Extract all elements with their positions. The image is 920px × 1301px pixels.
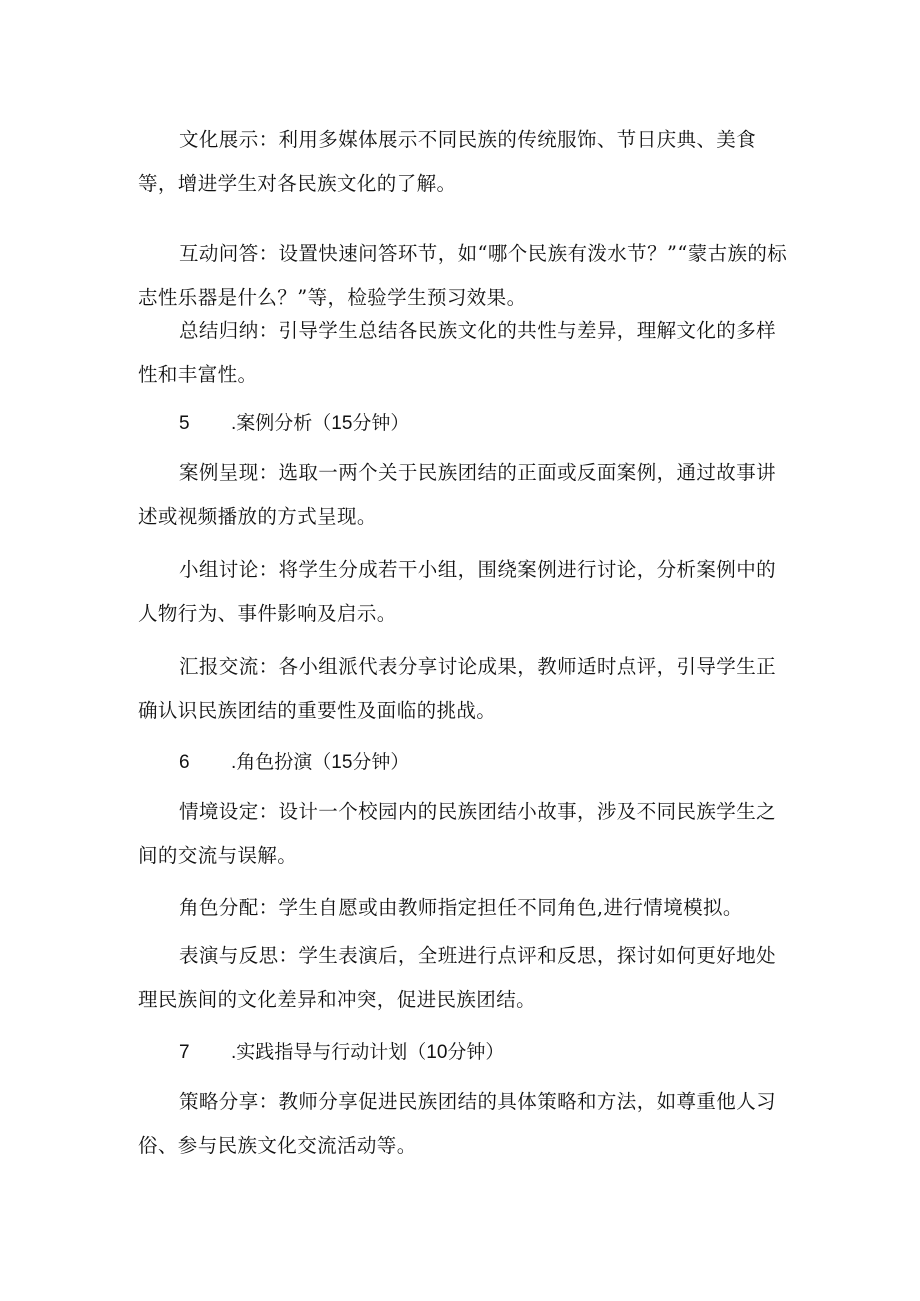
section-title: .实践指导与行动计划（10分钟）	[231, 1042, 505, 1063]
paragraph-report-exchange: 汇报交流：各小组派代表分享讨论成果，教师适时点评，引导学生正确认识民族团结的重要性及面临的挑战。	[138, 655, 777, 722]
paragraph-culture-display: 文化展示：利用多媒体展示不同民族的传统服饰、节日庆典、美食等，增进学生对各民族文化的了解。	[138, 128, 757, 195]
section-number: 7	[179, 1042, 190, 1063]
section-number: 6	[179, 752, 190, 773]
paragraph-case-presentation: 案例呈现：选取一两个关于民族团结的正面或反面案例，通过故事讲述或视频播放的方式呈现。	[138, 461, 777, 528]
paragraph-group-discussion: 小组讨论：将学生分成若干小组，围绕案例进行讨论，分析案例中的人物行为、事件影响及启示。	[138, 558, 777, 625]
paragraph-performance-reflection: 表演与反思：学生表演后，全班进行点评和反思，探讨如何更好地处理民族间的文化差异和冲突，促进民族团结。	[138, 944, 777, 1011]
section-title: .案例分析（15分钟）	[231, 413, 410, 434]
section-heading-5	[179, 402, 409, 446]
section-number: 5	[179, 413, 190, 434]
section-title: .角色扮演（15分钟）	[231, 752, 410, 773]
paragraph-role-assignment: 角色分配：学生自愿或由教师指定担任不同角色,进行情境模拟。	[179, 896, 743, 919]
paragraph-interactive-qa: 互动问答：设置快速问答环节，如“哪个民族有泼水节？”“蒙古族的标志性乐器是什么？”等，检验学生预习效果。	[138, 242, 788, 309]
section-heading-7	[179, 1031, 504, 1075]
paragraph-strategy-sharing: 策略分享：教师分享促进民族团结的具体策略和方法，如尊重他人习俗、参与民族文化交流活动等。	[138, 1090, 777, 1157]
paragraph-scenario-setting: 情境设定：设计一个校园内的民族团结小故事，涉及不同民族学生之间的交流与误解。	[138, 800, 777, 867]
paragraph-summary: 总结归纳：引导学生总结各民族文化的共性与差异，理解文化的多样性和丰富性。	[138, 319, 777, 386]
section-heading-6	[179, 741, 409, 785]
